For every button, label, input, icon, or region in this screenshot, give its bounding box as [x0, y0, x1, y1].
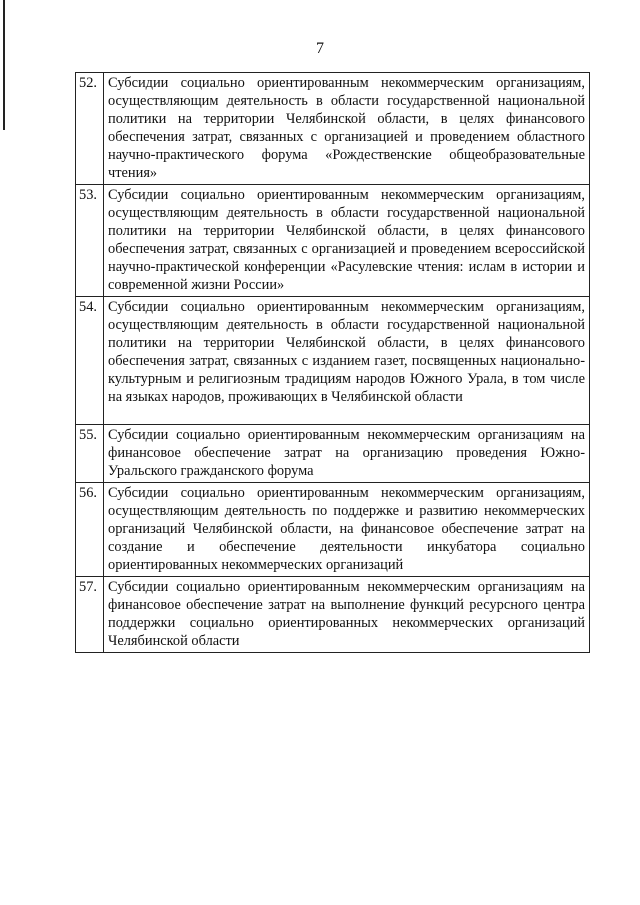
row-text: Субсидии социально ориентированным некоммерческим организациям, осуществляющим деятельность в области государственной национальной политики на территории Челябинской области, в целях финансового обеспечения затрат, связанных с изданием газет, посвященных национально-культурным и религиозным традициям народов Южного Урала, в том числе на языках народов, проживающих в Челябинской области	[104, 297, 590, 425]
table-row	[76, 577, 590, 653]
table-row	[76, 425, 590, 483]
table-row	[76, 73, 590, 185]
row-number: 53.	[76, 185, 104, 297]
row-text: Субсидии социально ориентированным некоммерческим организациям, осуществляющим деятельность в области государственной национальной политики на территории Челябинской области, в целях финансового обеспечения затрат, связанных с организацией и проведением всероссийской научно-практической конференции «Расулевские чтения: ислам в истории и современной жизни России»	[104, 185, 590, 297]
margin-line	[3, 0, 5, 130]
table-row	[76, 483, 590, 577]
subsidies-table	[75, 72, 590, 653]
page-number: 7	[316, 40, 324, 57]
row-number: 57.	[76, 577, 104, 653]
row-number: 54.	[76, 297, 104, 425]
row-text: Субсидии социально ориентированным некоммерческим организациям на финансовое обеспечение затрат на организацию проведения Южно-Уральского гражданского форума	[104, 425, 590, 483]
row-text: Субсидии социально ориентированным некоммерческим организациям, осуществляющим деятельность в области государственной национальной политики на территории Челябинской области, в целях финансового обеспечения затрат, связанных с организацией и проведением областного научно-практического форума «Рождественские общеобразовательные чтения»	[104, 73, 590, 185]
row-text: Субсидии социально ориентированным некоммерческим организациям на финансовое обеспечение затрат на выполнение функций ресурсного центра поддержки социально ориентированных некоммерческих организаций Челябинской области	[104, 577, 590, 653]
row-number: 52.	[76, 73, 104, 185]
row-number: 55.	[76, 425, 104, 483]
table-row	[76, 297, 590, 425]
row-number: 56.	[76, 483, 104, 577]
row-text: Субсидии социально ориентированным некоммерческим организациям, осуществляющим деятельность по поддержке и развитию некоммерческих организаций Челябинской области, на финансовое обеспечение затрат на создание и обеспечение деятельности инкубатора социально ориентированных некоммерческих организаций	[104, 483, 590, 577]
table-row	[76, 185, 590, 297]
